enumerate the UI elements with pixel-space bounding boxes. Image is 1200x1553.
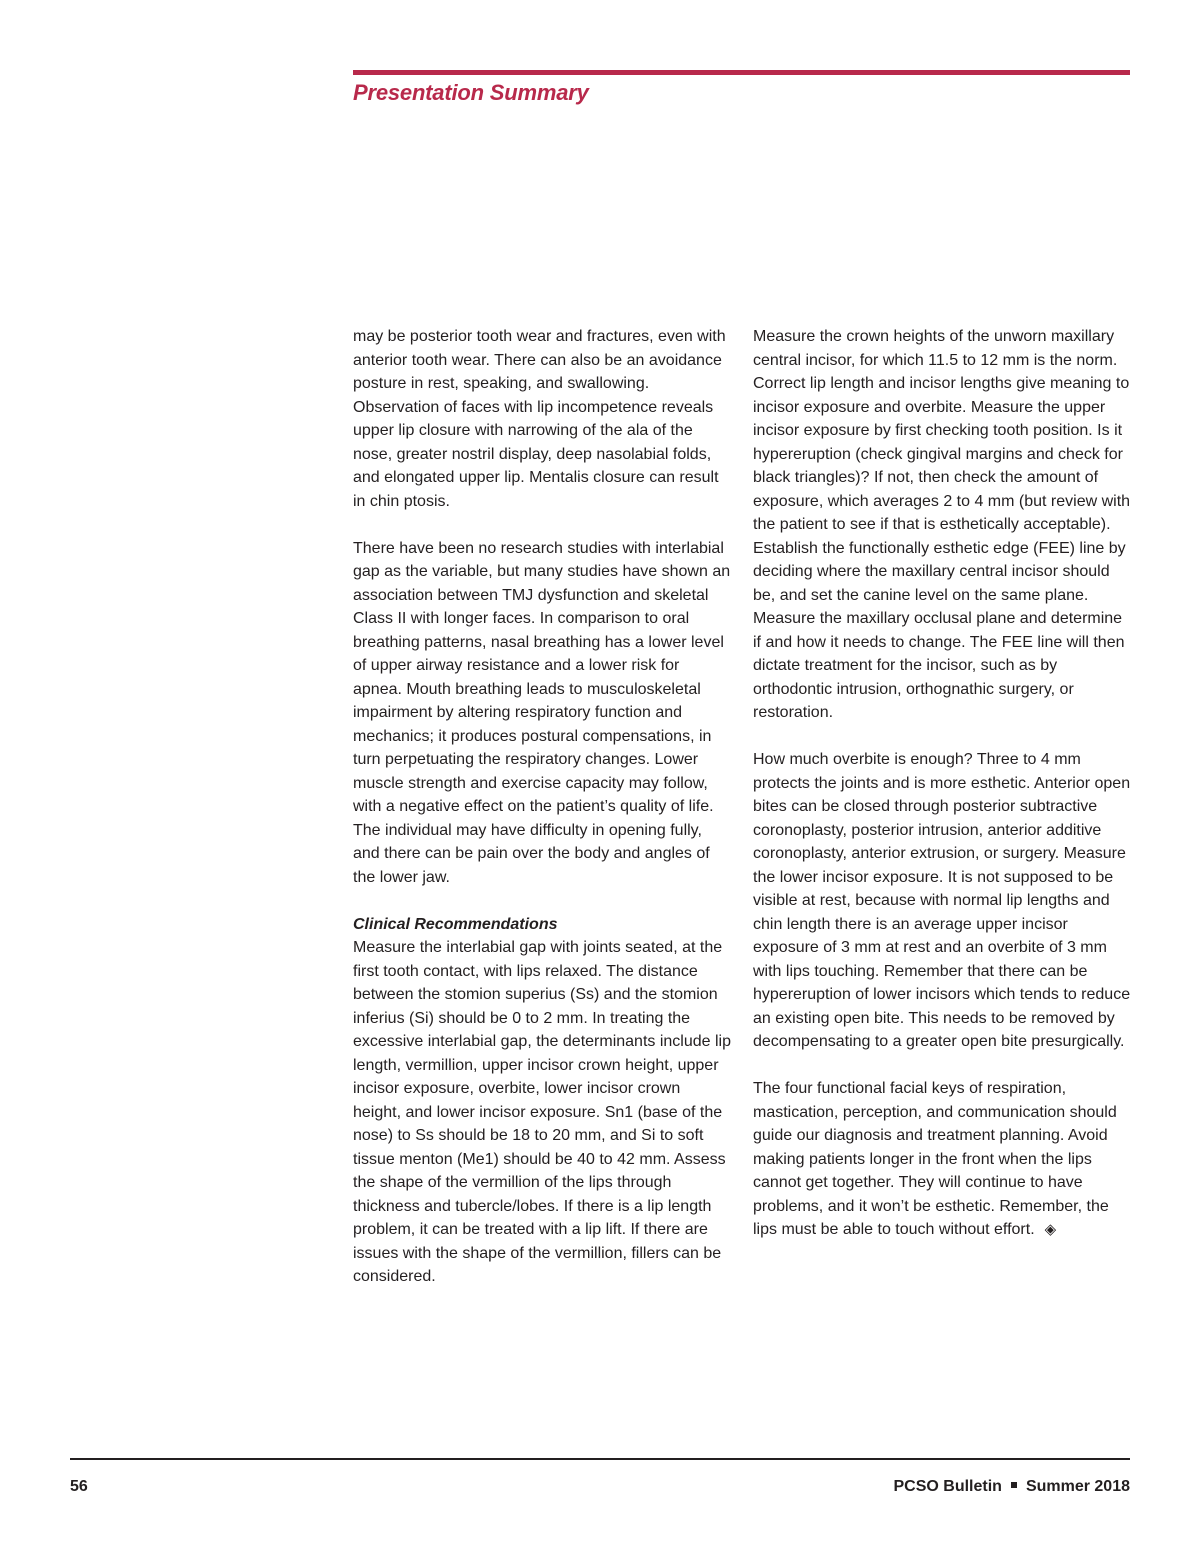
left-paragraph-2: There have been no research studies with interlabial gap as the variable, but many studies have shown an association between TMJ dysfunction and skeletal Class II with longer faces. In comparison to oral breathing patterns, nasal breathing has a lower level of upper airway resistance and a lower risk for apnea. Mouth breathing leads to musculoskeletal impairment by altering respiratory function and mechanics; it produces postural compensations, in turn perpetuating the respiratory changes. Lower muscle strength and exercise capacity may follow, with a negative effect on the patient’s quality of life. The individual may have difficulty in opening fully, and there can be pain over the body and angles of the lower jaw. — [353, 539, 731, 886]
left-paragraph-3: Measure the interlabial gap with joints seated, at the first tooth contact, with lips relaxed. The distance between the stomion superius (Ss) and the stomion inferius (Si) should be 0 to 2 mm. In treating the excessive interlabial gap, the determinants include lip length, vermillion, upper incisor crown height, upper incisor exposure, overbite, lower incisor crown height, and lower incisor exposure. Sn1 (base of the nose) to Ss should be 18 to 20 mm, and Si to soft tissue menton (Me1) should be 40 to 42 mm. Assess the shape of the vermillion of the lips through thickness and tubercle/lobes. If there is a lip length problem, it can be treated with a lip lift. If there are issues with the shape of the vermillion, fillers can be considered. — [353, 939, 731, 1285]
issue-date: Summer 2018 — [1025, 1478, 1130, 1495]
left-column — [353, 325, 731, 1289]
section-title: Presentation Summary — [353, 80, 589, 105]
right-paragraph-1: Measure the crown heights of the unworn maxillary central incisor, for which 11.5 to 12 mm is the norm. Correct lip length and incisor lengths give meaning to incisor exposure and overbite. Measure the upper incisor exposure by first checking tooth position. Is it hypereruption (check gingival margins and check for black triangles)? If not, then check the amount of exposure, which averages 2 to 4 mm (but review with the patient to see if that is esthetically acceptable). Establish the functionally esthetic edge (FEE) line by deciding where the maxillary central incisor should be, and set the canine level on the same plane. Measure the maxillary occlusal plane and determine if and how it needs to change. The FEE line will then dictate treatment for the incisor, such as by orthodontic intrusion, orthognathic surgery, or restoration. — [753, 328, 1131, 721]
left-paragraph-1: may be posterior tooth wear and fractures, even with anterior tooth wear. There can also be an avoidance posture in rest, speaking, and swallowing. Observation of faces with lip incompetence reveals upper lip closure with narrowing of the ala of the nose, greater nostril display, deep nasolabial folds, and elongated upper lip. Mentalis closure can result in chin ptosis. — [353, 328, 726, 510]
right-column — [753, 325, 1131, 1242]
header-rule — [353, 70, 1130, 75]
publication-name: PCSO Bulletin — [893, 1478, 1002, 1495]
page-number: 56 — [70, 1478, 88, 1495]
separator-square-icon — [1011, 1482, 1017, 1488]
right-paragraph-3: The four functional facial keys of respiration, mastication, perception, and communication should guide our diagnosis and treatment planning. Avoid making patients longer in the front when the lips cannot get together. They will continue to have problems, and it won’t be esthetic. Remember, the lips must be able to touch without effort. — [753, 1080, 1117, 1238]
right-paragraph-2: How much overbite is enough? Three to 4 mm protects the joints and is more esthetic. Anterior open bites can be closed through posterior subtractive coronoplasty, posterior intrusion, anterior additive coronoplasty, anterior extrusion, or surgery. Measure the lower incisor exposure. It is not supposed to be visible at rest, because with normal lip lengths and chin length there is an average upper incisor exposure of 3 mm at rest and an overbite of 3 mm with lips touching. Remember that there can be hypereruption of lower incisors which tends to reduce an existing open bite. This needs to be removed by decompensating to a greater open bite presurgically. — [753, 751, 1131, 1050]
right-paragraph-3-container — [753, 1077, 1131, 1242]
footer-rule — [70, 1458, 1130, 1460]
clinical-recommendations-heading: Clinical Recommendations — [353, 915, 558, 933]
end-of-article-icon: ◈ — [1044, 1221, 1057, 1238]
footer-publication-info — [893, 1478, 1130, 1496]
